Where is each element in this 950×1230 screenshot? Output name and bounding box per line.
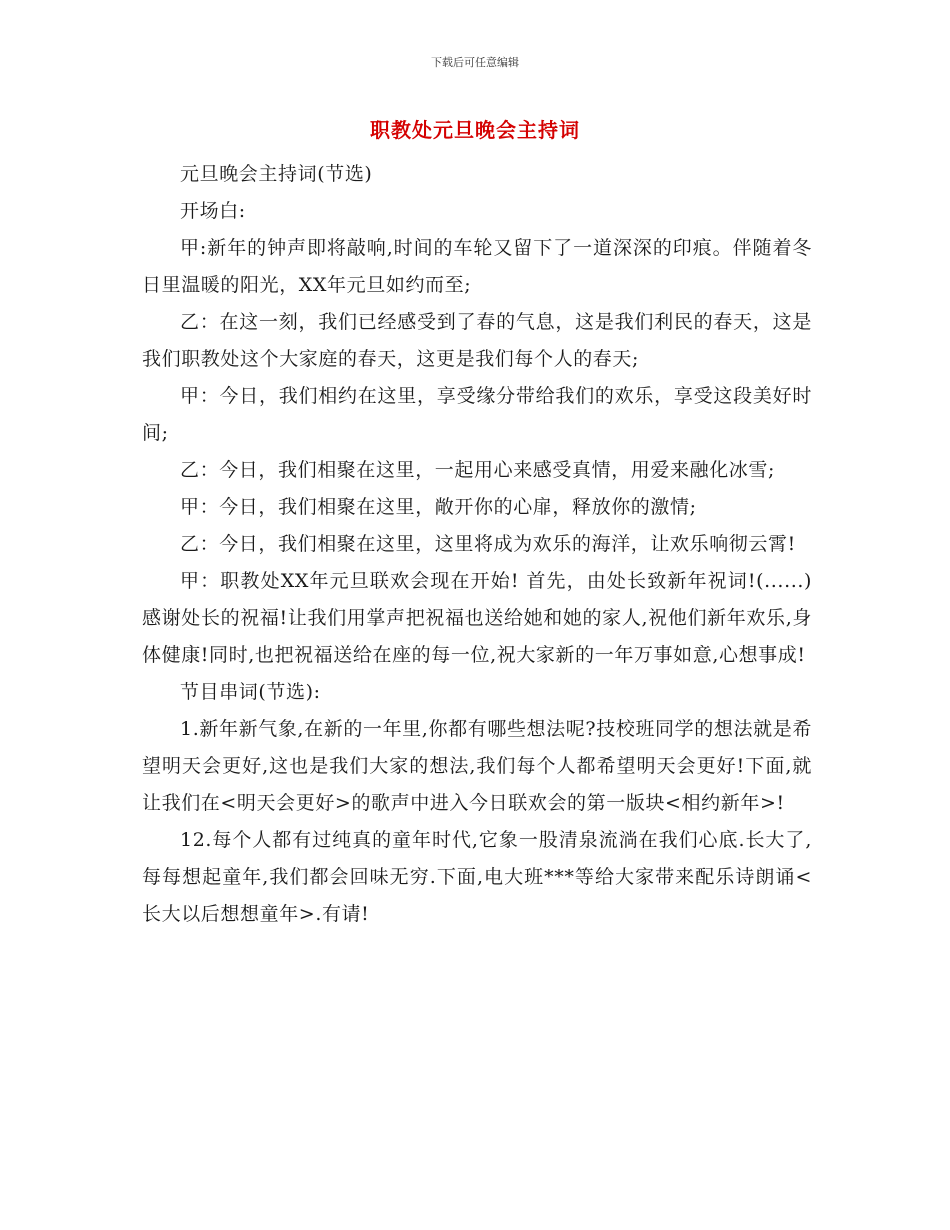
page-header-note: 下载后可任意编辑 [431, 56, 519, 69]
paragraph-jia-1: 甲:新年的钟声即将敲响,时间的车轮又留下了一道深深的印痕。伴随着冬日里温暖的阳光，XX年元旦如约而至; [142, 237, 812, 296]
paragraph-subtitle: 元旦晚会主持词(节选) [180, 163, 373, 185]
paragraph-yi-2: 乙：今日，我们相聚在这里，一起用心来感受真情，用爱来融化冰雪; [180, 459, 776, 481]
paragraph-opening-label: 开场白: [180, 200, 246, 222]
paragraph-yi-1: 乙：在这一刻，我们已经感受到了春的气息，这是我们利民的春天，这是我们职教处这个大家庭的春天，这更是我们每个人的春天; [142, 311, 812, 370]
paragraph-program-1: 1.新年新气象,在新的一年里,你都有哪些想法呢?技校班同学的想法就是希望明天会更好,这也是我们大家的想法,我们每个人都希望明天会更好!下面,就让我们在<明天会更好>的歌声中进入今日联欢会的第一版块<相约新年>! [142, 718, 812, 814]
document-body [142, 156, 812, 933]
paragraph-jia-3: 甲：今日，我们相聚在这里，敞开你的心扉，释放你的激情; [180, 496, 697, 518]
document-title: 职教处元旦晚会主持词 [370, 118, 580, 142]
paragraph-jia-4: 甲：职教处XX年元旦联欢会现在开始! 首先，由处长致新年祝词!(......)感谢处长的祝福!让我们用掌声把祝福也送给她和她的家人,祝他们新年欢乐,身体健康!同时,也把祝福送给在座的每一位,祝大家新的一年万事如意,心想事成! [142, 570, 812, 666]
paragraph-jia-2: 甲：今日，我们相约在这里，享受缘分带给我们的欢乐，享受这段美好时间; [142, 385, 812, 444]
paragraph-yi-3: 乙：今日，我们相聚在这里，这里将成为欢乐的海洋，让欢乐响彻云霄! [180, 533, 796, 555]
paragraph-program-12: 12.每个人都有过纯真的童年时代,它象一股清泉流淌在我们心底.长大了,每每想起童年,我们都会回味无穷.下面,电大班***等给大家带来配乐诗朗诵<长大以后想想童年>.有请! [142, 829, 812, 925]
paragraph-program-label: 节目串词(节选): [180, 681, 321, 703]
